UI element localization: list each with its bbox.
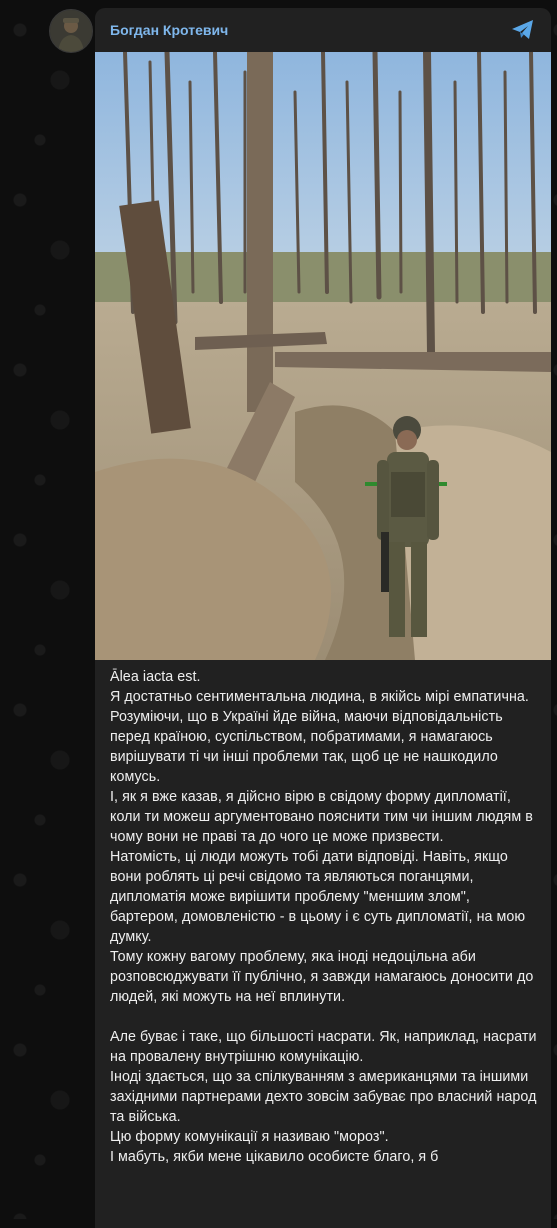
message-header [95, 8, 551, 52]
channel-avatar[interactable] [49, 9, 93, 53]
post-paragraph: Цю форму комунікації я називаю "мороз". [110, 1129, 389, 1145]
post-paragraph: І мабуть, якби мене цікавило особисте благо, я б [110, 1149, 439, 1165]
post-paragraph: Тому кожну вагому проблему, яка іноді недоцільна аби розповсюджувати її публічно, я завжди намагаюсь доносити до людей, які можуть на неї вплинути. [110, 949, 538, 1005]
share-button[interactable] [509, 16, 537, 44]
author-name[interactable]: Богдан Кротевич [110, 22, 229, 38]
post-paragraph: Але буває і таке, що більшості насрати. Як, наприклад, насрати на провалену внутрішню комунікацію. [110, 1029, 541, 1065]
post-paragraph: Іноді здається, що за спілкуванням з американцями та іншими західними партнерами дехто зовсім забуває про власний народ та війська. [110, 1069, 541, 1125]
post-paragraph: Я достатньо сентиментальна людина, в якійсь мірі емпатична. Розуміючи, що в Україні йде війна, маючи відповідальність перед країною, суспільством, побратимами, я намагаюсь вирішувати ті чи інші проблеми так, щоб це не нашкодило комусь. [110, 689, 533, 785]
avatar-photo-icon [50, 10, 92, 52]
message-card [95, 8, 551, 1228]
post-paragraph: Ālea iacta est. [110, 669, 201, 685]
paragraph-gap [110, 1007, 537, 1027]
telegram-share-icon [511, 19, 535, 41]
battlefield-photo-icon [95, 52, 551, 660]
post-paragraph: І, як я вже казав, я дійсно вірю в свідому форму дипломатії, коли ти можеш аргументовано пояснити тим чи іншим людям в чому вони не праві та до чого це може призвести. [110, 789, 537, 845]
post-paragraph: Натомість, ці люди можуть тобі дати відповіді. Навіть, якщо вони роблять ці речі свідомо та являються поганцями, дипломатія може вирішити проблему "меншим злом", бартером, домовленістю - в цьому і є суть дипломатії, на мою думку. [110, 849, 530, 945]
post-text [95, 660, 551, 1167]
post-photo[interactable] [95, 52, 551, 660]
